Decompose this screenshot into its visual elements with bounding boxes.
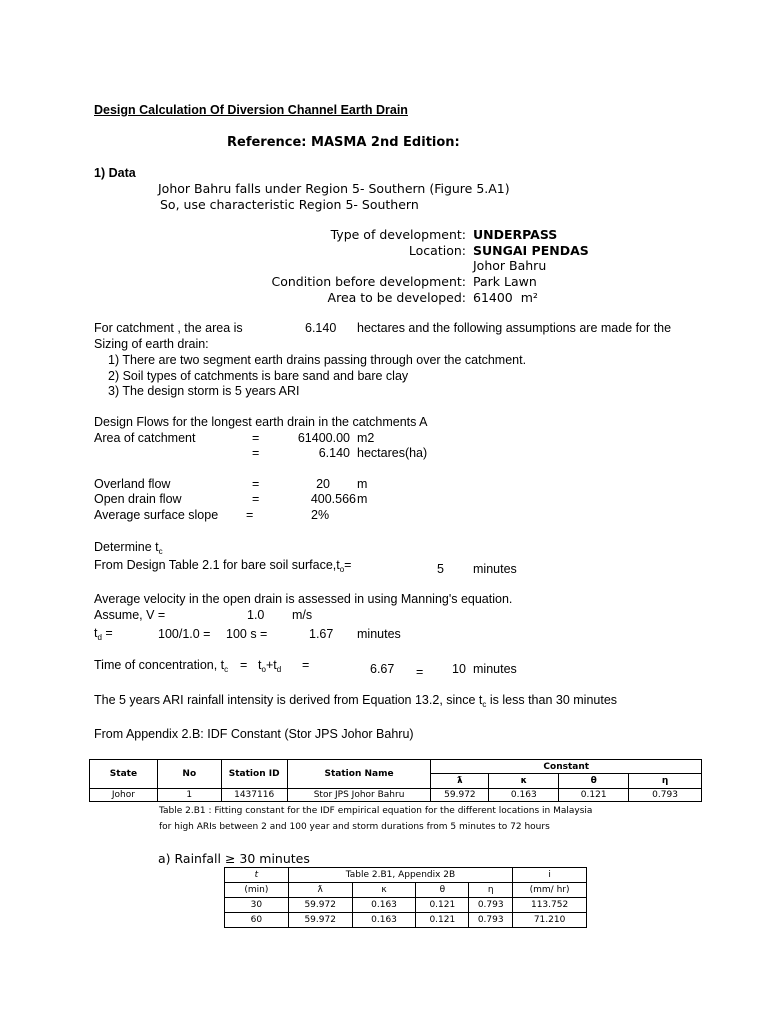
type-value: UNDERPASS	[473, 227, 558, 242]
header-no: No	[157, 760, 221, 789]
open-drain-unit: m	[357, 492, 368, 506]
header-constant: Constant	[431, 760, 702, 774]
table-caption-2: for high ARIs between 2 and 100 year and storm durations from 5 minutes to 72 hours	[159, 822, 550, 832]
header-kappa: κ	[352, 883, 416, 898]
table-cell: Johor	[90, 789, 158, 802]
td-unit: minutes	[357, 627, 401, 641]
td-label: $t_d$ =	[94, 626, 113, 642]
area-label: Area to be developed:	[327, 290, 466, 305]
assumption-1: 1) There are two segment earth drains passing through over the catchment.	[108, 353, 527, 367]
table-cell: 1	[157, 789, 221, 802]
determine-tc: Determine $t_c$	[94, 540, 163, 556]
equals-sign: =	[252, 492, 260, 506]
table-cell: 0.121	[416, 898, 469, 913]
condition-value: Park Lawn	[473, 274, 537, 289]
table-cell: 1437116	[221, 789, 287, 802]
region-line-1: Johor Bahru falls under Region 5- Southern (Figure 5.A1)	[158, 181, 510, 196]
header-state: State	[90, 760, 158, 789]
header-theta: θ	[559, 774, 629, 789]
table-cell: 0.793	[469, 913, 513, 928]
page-title: Design Calculation Of Diversion Channel Earth Drain	[94, 103, 408, 117]
catchment-value: 6.140	[305, 321, 337, 335]
assume-value: 1.0	[247, 608, 265, 622]
rainfall-intensity-table	[224, 867, 587, 928]
area-ha-value: 6.140	[318, 446, 350, 460]
table-cell: 0.793	[629, 789, 702, 802]
header-group: Table 2.B1, Appendix 2B	[288, 868, 512, 883]
header-lambda: ƛ	[431, 774, 489, 789]
table-cell: 30	[225, 898, 289, 913]
header-station-name: Station Name	[287, 760, 431, 789]
table-caption-1: Table 2.B1 : Fitting constant for the IDF empirical equation for the different locations in Malaysia	[159, 806, 593, 816]
table-cell: 59.972	[288, 913, 352, 928]
header-i-unit: (mm/ hr)	[513, 883, 587, 898]
td-calc-1: 100/1.0 =	[158, 627, 211, 641]
table-cell: 0.163	[352, 898, 416, 913]
type-label: Type of development:	[330, 227, 466, 242]
ari-line: The 5 years ARI rainfall intensity is derived from Equation 13.2, since $t_c$ is less than 30 minutes	[94, 693, 618, 709]
equals-sign: =	[302, 658, 310, 672]
toc-expression: $t_o+t_d$	[258, 658, 282, 674]
open-drain-label: Open drain flow	[94, 492, 182, 506]
area-value: 61400 m²	[473, 290, 538, 305]
overland-value: 20	[316, 477, 330, 491]
table-row	[225, 913, 587, 928]
equals-sign: =	[240, 658, 248, 672]
area-m2-value: 61400.00	[297, 431, 350, 445]
catchment-text: hectares and the following assumptions are made for the	[357, 321, 672, 335]
equals-sign: =	[252, 431, 260, 445]
velocity-line: Average velocity in the open drain is assessed in using Manning's equation.	[94, 592, 513, 606]
toc-label: Time of concentration, $t_c$	[94, 658, 229, 674]
table-cell: 0.121	[416, 913, 469, 928]
slope-value: 2%	[311, 508, 330, 522]
header-kappa: κ	[489, 774, 559, 789]
toc-rounded: 10	[452, 662, 466, 676]
to-unit: minutes	[473, 562, 517, 576]
table-cell: 0.793	[469, 898, 513, 913]
overland-label: Overland flow	[94, 477, 171, 491]
flows-heading: Design Flows for the longest earth drain in the catchments A	[94, 415, 428, 429]
table-cell: 0.163	[489, 789, 559, 802]
area-m2-unit: m2	[357, 431, 375, 445]
assumption-3: 3) The design storm is 5 years ARI	[108, 384, 300, 398]
equals-sign: =	[246, 508, 254, 522]
table-cell: Stor JPS Johor Bahru	[287, 789, 431, 802]
catchment-line-2: Sizing of earth drain:	[94, 337, 209, 351]
area-catchment-label: Area of catchment	[94, 431, 196, 445]
toc-unit: minutes	[473, 662, 517, 676]
table-cell: 59.972	[431, 789, 489, 802]
catchment-label: For catchment , the area is	[94, 321, 243, 335]
header-lambda: ƛ	[288, 883, 352, 898]
slope-label: Average surface slope	[94, 508, 219, 522]
table-row	[225, 898, 587, 913]
overland-unit: m	[357, 477, 368, 491]
header-t-unit: (min)	[225, 883, 289, 898]
table-cell: 60	[225, 913, 289, 928]
open-drain-value: 400.566	[310, 492, 356, 506]
to-value: 5	[437, 562, 444, 576]
appendix-line: From Appendix 2.B: IDF Constant (Stor JPS Johor Bahru)	[94, 727, 414, 741]
assumption-2: 2) Soil types of catchments is bare sand and bare clay	[108, 369, 409, 383]
header-t: t	[225, 868, 289, 883]
table-cell: 0.163	[352, 913, 416, 928]
header-eta: η	[469, 883, 513, 898]
table-cell: 71.210	[513, 913, 587, 928]
table-cell: 0.121	[559, 789, 629, 802]
header-station-id: Station ID	[221, 760, 287, 789]
assume-label: Assume, V =	[94, 608, 166, 622]
header-eta: η	[629, 774, 702, 789]
assume-unit: m/s	[292, 608, 313, 622]
design-table-line: From Design Table 2.1 for bare soil $surface,t_o=$	[94, 558, 352, 574]
location-value-2: Johor Bahru	[473, 258, 547, 273]
table-row	[90, 789, 702, 802]
header-theta: θ	[416, 883, 469, 898]
header-i: i	[513, 868, 587, 883]
approx-sign: =	[416, 665, 424, 679]
region-line-2: So, use characteristic Region 5- Southern	[160, 197, 419, 212]
area-ha-unit: hectares(ha)	[357, 446, 428, 460]
toc-value: 6.67	[370, 662, 395, 676]
table-cell: 59.972	[288, 898, 352, 913]
td-value: 1.67	[309, 627, 334, 641]
table-cell: 113.752	[513, 898, 587, 913]
reference-line: Reference: MASMA 2nd Edition:	[227, 135, 460, 150]
condition-label: Condition before development:	[271, 274, 466, 289]
location-value: SUNGAI PENDAS	[473, 243, 589, 258]
section-heading: 1) Data	[94, 166, 136, 180]
location-label: Location:	[408, 243, 466, 258]
rainfall-heading: a) Rainfall ≥ 30 minutes	[158, 851, 310, 866]
idf-constant-table	[89, 759, 702, 802]
equals-sign: =	[252, 446, 260, 460]
td-calc-2: 100 s =	[226, 627, 268, 641]
equals-sign: =	[252, 477, 260, 491]
